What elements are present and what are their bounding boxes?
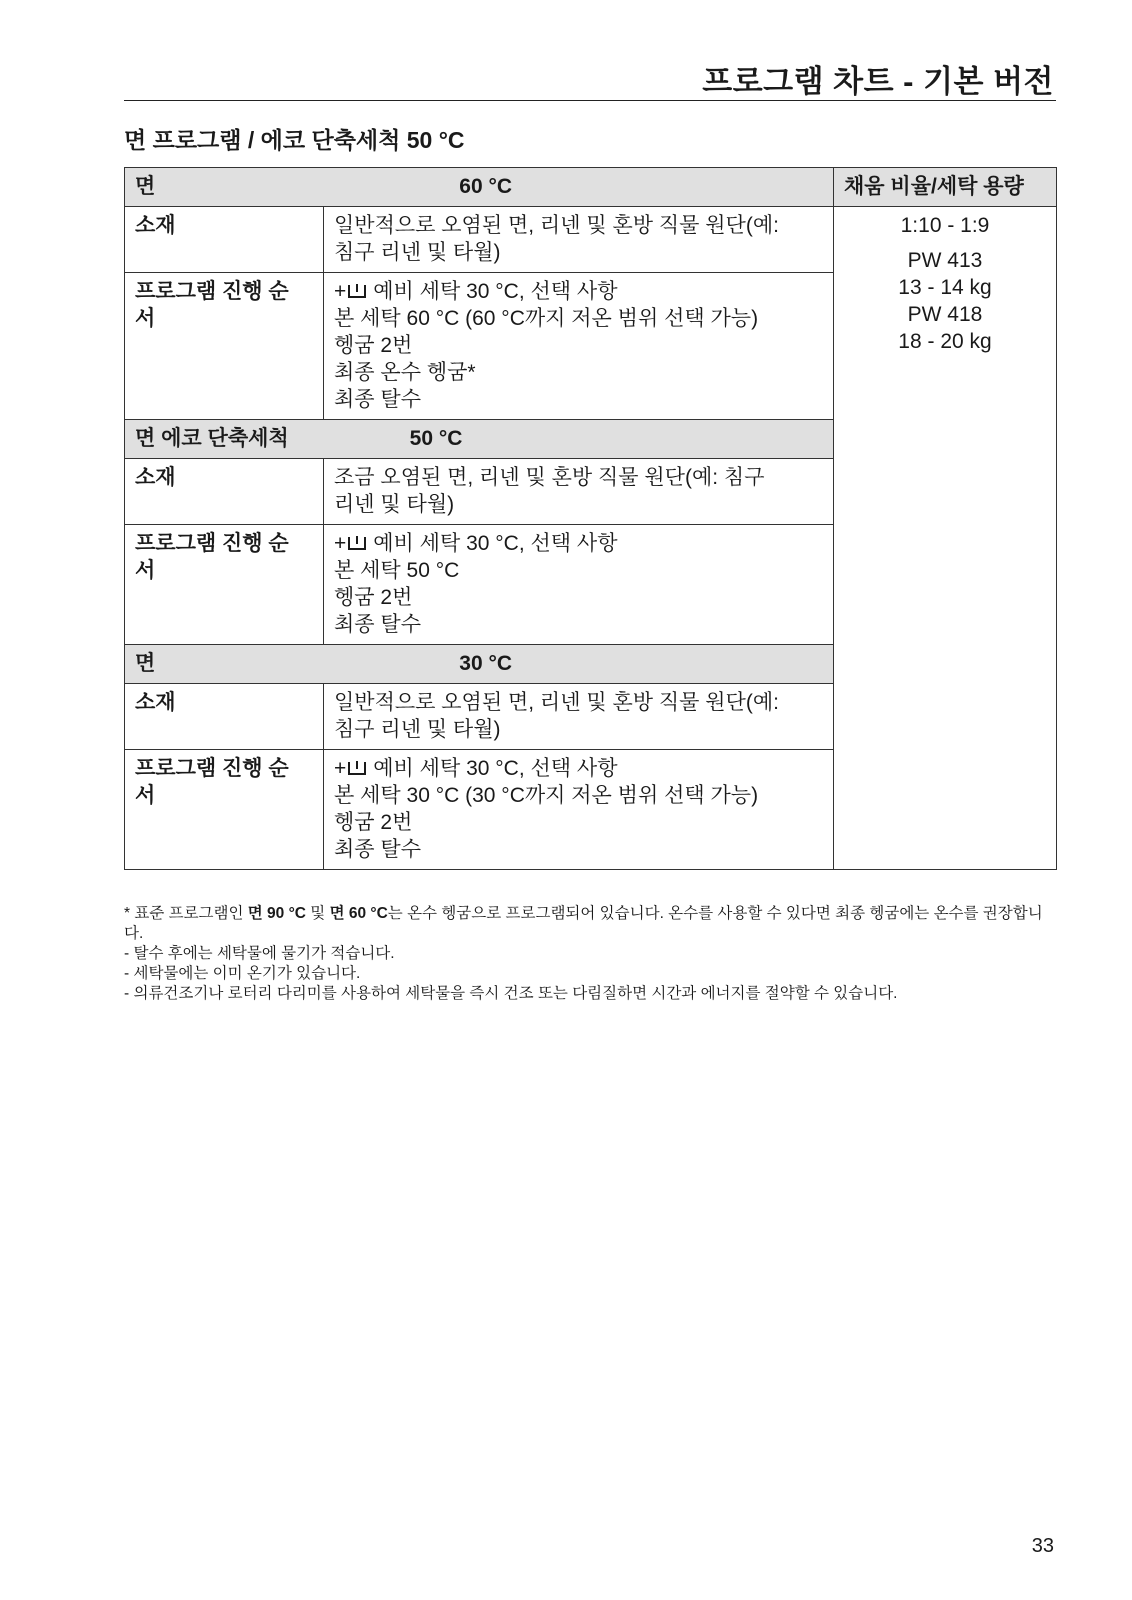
material-line: 일반적으로 오염된 면, 리넨 및 혼방 직물 원단(예: — [334, 214, 779, 237]
sequence-step: 최종 탈수 — [334, 613, 421, 636]
sequence-step: 최종 탈수 — [334, 388, 421, 411]
load-ratio: 1:10 - 1:9 — [900, 214, 990, 237]
load-cell — [834, 207, 1057, 870]
sequence-cell — [324, 750, 834, 870]
sequence-step: 본 세탁 30 °C (30 °C까지 저온 범위 선택 가능) — [334, 784, 759, 807]
sequence-step: 헹굼 2번 — [334, 586, 413, 609]
prewash-text: 예비 세탁 30 °C, 선택 사항 — [373, 757, 618, 780]
model-capacity: 18 - 20 kg — [898, 330, 992, 353]
footnote-text: 및 — [305, 905, 330, 922]
prewash-line — [334, 278, 823, 305]
footnotes — [124, 904, 1059, 1004]
material-cell — [324, 459, 834, 525]
program-name: 면 — [135, 652, 156, 675]
sequence-label-line: 서 — [135, 307, 156, 330]
sequence-cell — [324, 273, 834, 420]
program-temp: 50 °C — [409, 427, 463, 450]
program-name: 면 에코 단축세척 — [135, 427, 289, 450]
sequence-label — [125, 750, 324, 870]
prewash-prefix: + — [334, 280, 347, 303]
footnote-text: 는 온수 헹굼으로 프로그램되어 있습니다. 온수를 사용할 수 있다면 최종 헹굼에는 온수를 권장합니다. — [124, 905, 1043, 942]
footnote-line: - 세탁물에는 이미 온기가 있습니다. — [124, 965, 361, 982]
sequence-label-line: 프로그램 진행 순 — [135, 532, 289, 555]
page-header — [124, 52, 1056, 101]
sequence-label — [125, 273, 324, 420]
program-temp: 60 °C — [459, 175, 513, 198]
prewash-text: 예비 세탁 30 °C, 선택 사항 — [373, 280, 618, 303]
sequence-label-line: 프로그램 진행 순 — [135, 280, 289, 303]
sequence-step: 본 세탁 50 °C — [334, 559, 460, 582]
sequence-label-line: 서 — [135, 784, 156, 807]
program-temp: 30 °C — [459, 652, 513, 675]
program-name: 면 — [135, 175, 156, 198]
prewash-prefix: + — [334, 757, 347, 780]
material-line: 조금 오염된 면, 리넨 및 혼방 직물 원단(예: 침구 — [334, 466, 765, 489]
program-band — [125, 645, 834, 684]
material-label: 소재 — [125, 684, 324, 750]
footnote-star — [124, 904, 1059, 944]
sequence-step: 본 세탁 60 °C (60 °C까지 저온 범위 선택 가능) — [334, 307, 759, 330]
material-row — [125, 207, 1057, 273]
prewash-line — [334, 530, 823, 557]
material-line: 리넨 및 타월) — [334, 493, 455, 516]
load-header: 채움 비율/세탁 용량 — [834, 168, 1057, 207]
sequence-step: 헹굼 2번 — [334, 334, 413, 357]
material-label: 소재 — [125, 459, 324, 525]
footnote-line: - 탈수 후에는 세탁물에 물기가 적습니다. — [124, 945, 395, 962]
footnote-text: * 표준 프로그램인 — [124, 905, 248, 922]
sequence-label-line: 서 — [135, 559, 156, 582]
prewash-tub-icon — [347, 534, 367, 552]
section-title: 면 프로그램 / 에코 단축세척 50 °C — [124, 127, 465, 153]
program-table — [124, 167, 1057, 870]
material-line: 침구 리넨 및 타월) — [334, 718, 501, 741]
model-capacity: 13 - 14 kg — [898, 276, 992, 299]
model-name: PW 418 — [907, 303, 983, 326]
sequence-label-line: 프로그램 진행 순 — [135, 757, 289, 780]
footnote-line: - 의류건조기나 로터리 다리미를 사용하여 세탁물을 즉시 건조 또는 다림질하면 시간과 에너지를 절약할 수 있습니다. — [124, 985, 898, 1002]
material-cell — [324, 684, 834, 750]
page-number: 33 — [1031, 1535, 1054, 1557]
prewash-tub-icon — [347, 282, 367, 300]
material-label: 소재 — [125, 207, 324, 273]
page-title: 프로그램 차트 - 기본 버전 — [702, 64, 1054, 99]
model-name: PW 413 — [907, 249, 983, 272]
footnote-bold-program: 면 60 °C — [329, 905, 388, 922]
sequence-step: 최종 탈수 — [334, 838, 421, 861]
prewash-tub-icon — [347, 759, 367, 777]
prewash-prefix: + — [334, 532, 347, 555]
material-line: 일반적으로 오염된 면, 리넨 및 혼방 직물 원단(예: — [334, 691, 779, 714]
sequence-cell — [324, 525, 834, 645]
program-band — [125, 420, 834, 459]
prewash-text: 예비 세탁 30 °C, 선택 사항 — [373, 532, 618, 555]
program-band — [125, 168, 834, 207]
sequence-label — [125, 525, 324, 645]
material-line: 침구 리넨 및 타월) — [334, 241, 501, 264]
sequence-step: 헹굼 2번 — [334, 811, 413, 834]
material-cell — [324, 207, 834, 273]
sequence-step: 최종 온수 헹굼* — [334, 361, 476, 384]
footnote-bold-program: 면 90 °C — [247, 905, 306, 922]
program-band-row — [125, 168, 1057, 207]
prewash-line — [334, 755, 823, 782]
